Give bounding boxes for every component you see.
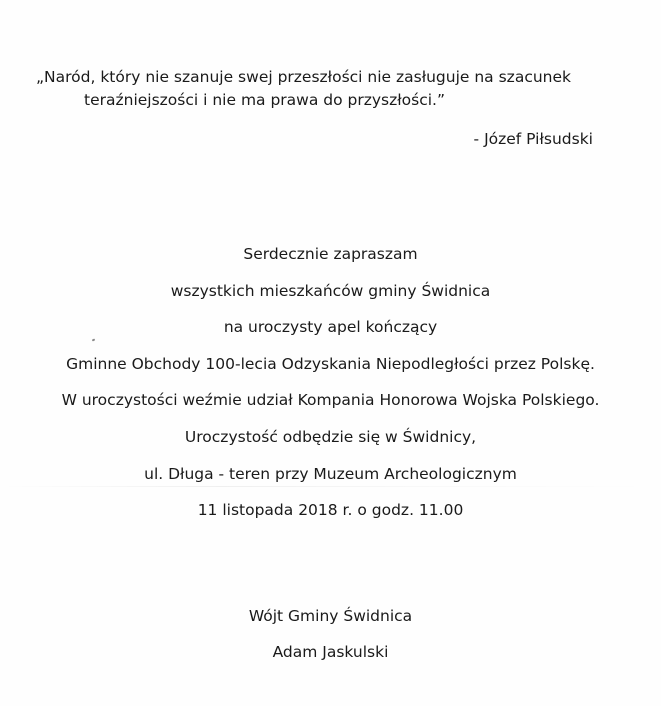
signature-block xyxy=(0,604,661,676)
invitation-text xyxy=(0,236,661,529)
invitation-line-2: wszystkich mieszkańców gminy Świdnica xyxy=(170,281,491,300)
quote-block xyxy=(36,66,636,112)
quote-line-1: „Naród, który nie szanuje swej przeszłości nie zasługuje na szacunek xyxy=(36,68,571,86)
invitation-line-3: na uroczysty apel kończący xyxy=(223,318,438,337)
invitation-line-7: ul. Długa - teren przy Muzeum Archeologicznym xyxy=(144,464,517,483)
invitation-line-1: Serdecznie zapraszam xyxy=(243,245,418,263)
signature-title: Wójt Gminy Świdnica xyxy=(248,607,413,625)
invitation-line-6: Uroczystość odbędzie się w Świdnicy, xyxy=(184,427,477,446)
quote-line-2: teraźniejszości i nie ma prawa do przyszłości.” xyxy=(84,91,446,109)
signature-name: Adam Jaskulski xyxy=(272,643,389,661)
invitation-line-8: 11 listopada 2018 r. o godz. 11.00 xyxy=(197,501,464,520)
invitation-line-5: W uroczystości weźmie udział Kompania Honorowa Wojska Polskiego. xyxy=(61,391,600,410)
invitation-line-4: Gminne Obchody 100-lecia Odzyskania Niepodległości przez Polskę. xyxy=(66,354,595,373)
quote-author: - Józef Piłsudski xyxy=(473,130,593,148)
